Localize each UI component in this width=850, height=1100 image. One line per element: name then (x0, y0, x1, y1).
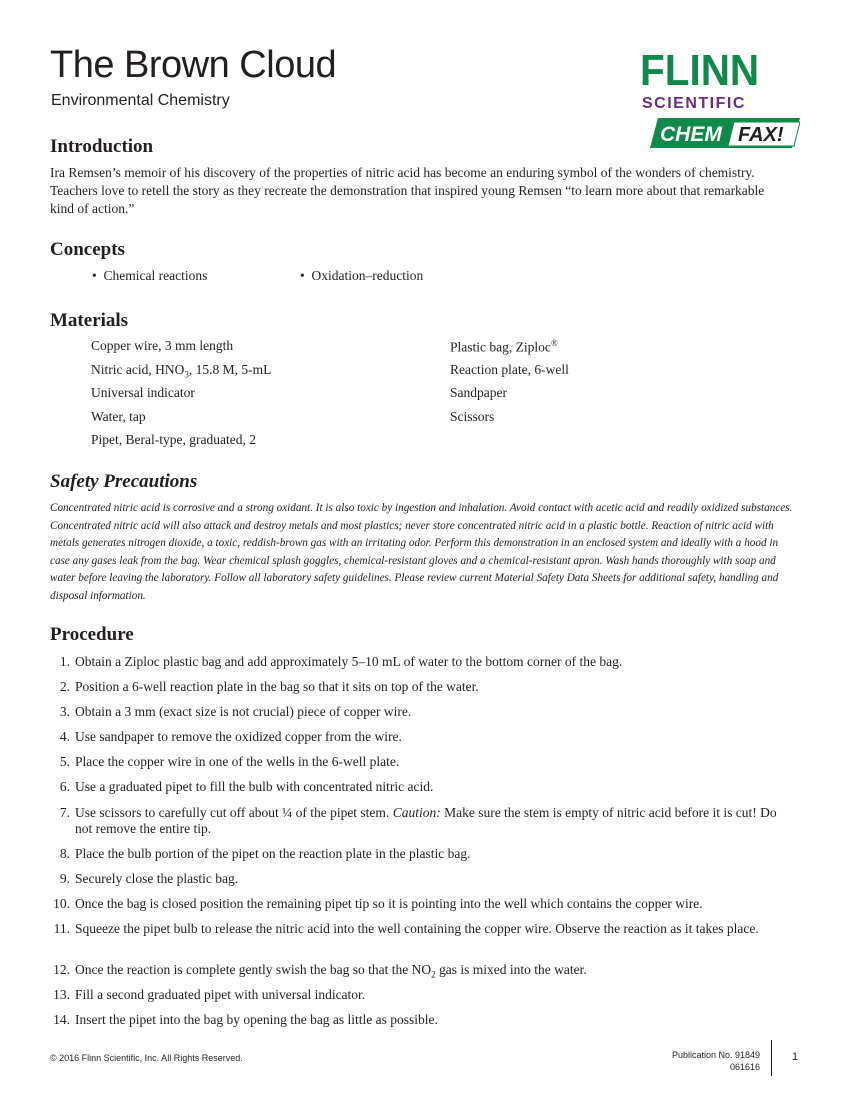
material-item: Copper wire, 3 mm length (91, 338, 234, 353)
publication-number: Publication No. 91849 (671, 1050, 760, 1060)
concepts-heading: Concepts (50, 239, 125, 260)
chemfax-chem-text: CHEM (660, 123, 722, 146)
material-item: Sandpaper (450, 385, 507, 400)
safety-text: Concentrated nitric acid is corrosive and a strong oxidant. It is also toxic by ingestion and inhalation. Avoid contact with acetic acid and readily oxidized substances. Concentrated nitric acid will also attack and destroy metals and most plastics; never store concentrated nitric acid in a plastic bottle. Reaction of nitric acid with metals generates nitrogen dioxide, a toxic, reddish-brown gas with an irritating odor. Perform this demonstration in an enclosed system and ideally with a hood in case any gases leak from the bag. Wear chemical splash goggles, chemical-resistant gloves and a chemical-resistant apron. Wash hands thoroughly with soap and water before leaving the laboratory. Follow all laboratory safety guidelines. Please review current Material Safety Data Sheets for additional safety, handling and disposal information. (50, 502, 793, 602)
introduction-text: Ira Remsen’s memoir of his discovery of the properties of nitric acid has become an enduring symbol of the wonders of chemistry. Teachers love to retell the story as they recreate the demonstration that inspired young Remsen “to learn more about that remarkable kind of action.” (50, 165, 765, 216)
concept-label: Chemical reactions (103, 268, 208, 283)
material-item: Reaction plate, 6-well (450, 362, 569, 377)
procedure-heading: Procedure (50, 624, 134, 645)
concept-item: • Oxidation–reduction (300, 268, 424, 283)
page-subtitle: Environmental Chemistry (51, 92, 230, 109)
materials-heading: Materials (50, 310, 129, 331)
footer-publication (672, 1049, 760, 1073)
chemfax-badge (650, 118, 800, 148)
safety-heading: Safety Precautions (50, 471, 198, 492)
logo-scientific-text: SCIENTIFIC (642, 95, 746, 112)
material-item: Plastic bag, Ziploc® (450, 338, 558, 355)
footer-copyright: © 2016 Flinn Scientific, Inc. All Rights Reserved. (50, 1053, 243, 1063)
page-number: 1 (792, 1051, 799, 1063)
flinn-scientific-logo (638, 46, 800, 150)
chemfax-fax-text: FAX! (738, 124, 784, 146)
material-item: Pipet, Beral-type, graduated, 2 (91, 432, 256, 447)
footer-divider (771, 1040, 772, 1076)
page-title: The Brown Cloud (50, 44, 337, 86)
introduction-heading: Introduction (50, 136, 154, 157)
publication-code: 061616 (729, 1062, 760, 1072)
material-item: Scissors (450, 409, 495, 424)
document-page: The Brown Cloud Environmental Chemistry FLINN SCIENTIFIC CHEM FAX! Introduction Ira Remsen’s memoir of his discovery of the properties of nitric acid has become an enduring symbol of the wonders of chemistry. Teachers love to retell the story as they recreate the demonstration that inspired young Remsen “to learn more about that remarkable kind of action.” Concepts • Chemical reactions • Oxidation–reduction Materials Copper wire, 3 mm length Nitric acid, $HNO_3$, 15.8 M, 5-mL Universal indicator Water, tap Pipet, Beral-type, graduated, 2 Plastic bag, Ziploc® Reaction plate, 6-well Sandpaper Scissors Safety Precautions Concentrated nitric acid is corrosive and a strong oxidant. It is also toxic by ingestion and inhalation. Avoid contact with acetic acid and readily oxidized substances. Concentrated nitric acid will also attack and destroy metals and most plastics; never store concentrated nitric acid in a plastic bottle. Reaction of nitric acid with metals generates nitrogen dioxide, a toxic, reddish-brown gas with an irritating odor. Perform this demonstration in an enclosed system and ideally with a hood in case any gases leak from the bag. Wear chemical splash goggles, chemical-resistant gloves and a chemical-resistant apron. Wash hands thoroughly with soap and water before leaving the laboratory. Follow all laboratory safety guidelines. Please review current Material Safety Data Sheets for additional safety, handling and disposal information. Procedure 1. Obtain a Ziploc plastic bag and add approximately 5–10 mL of water to the bottom corner of the bag. 2. Position a 6-well reaction plate in the bag so that it sits on top of the water. 3. Obtain a 3 mm (exact size is not crucial) piece of copper wire. 4. Use sandpaper to remove the oxidized copper from the wire. 5. Place the copper wire in one of the wells in the 6-well plate. 6. Use a graduated pipet to fill the bulb with concentrated nitric acid. 7. Use scissors to carefully cut off about ¼ of the pipet stem. Caution: Make sure the stem is empty of nitric acid before it is cut! Do not remove the entire tip. 8. Place the bulb portion of the pipet on the reaction plate in the plastic bag. 9. Securely close the plastic bag. 10. Once the bag is closed position the remaining pipet tip so it is pointing into the well which contains the copper wire. 11. Squeeze the pipet bulb to release the nitric acid into the well containing the copper wire. Observe the reaction as it takes place. 12. Once the reaction is complete gently swish the bag so that the $NO_2$ gas is mixed into the water. 13. Fill a second graduated pipet with universal indicator. 14. Insert the pipet into the bag by opening the bag as little as possible. © 2016 Flinn Scientific, Inc. All Rights Reserved. Publication No. 91849 061616 1 (0, 0, 850, 1100)
logo-flinn-text: FLINN (640, 46, 760, 95)
material-item: Water, tap (91, 409, 146, 424)
material-item: Universal indicator (91, 385, 195, 400)
concept-label: Oxidation–reduction (311, 268, 424, 283)
concept-item: • Chemical reactions (92, 268, 208, 283)
material-item: Nitric acid, $HNO_3$, 15.8 M, 5-mL (91, 362, 272, 380)
